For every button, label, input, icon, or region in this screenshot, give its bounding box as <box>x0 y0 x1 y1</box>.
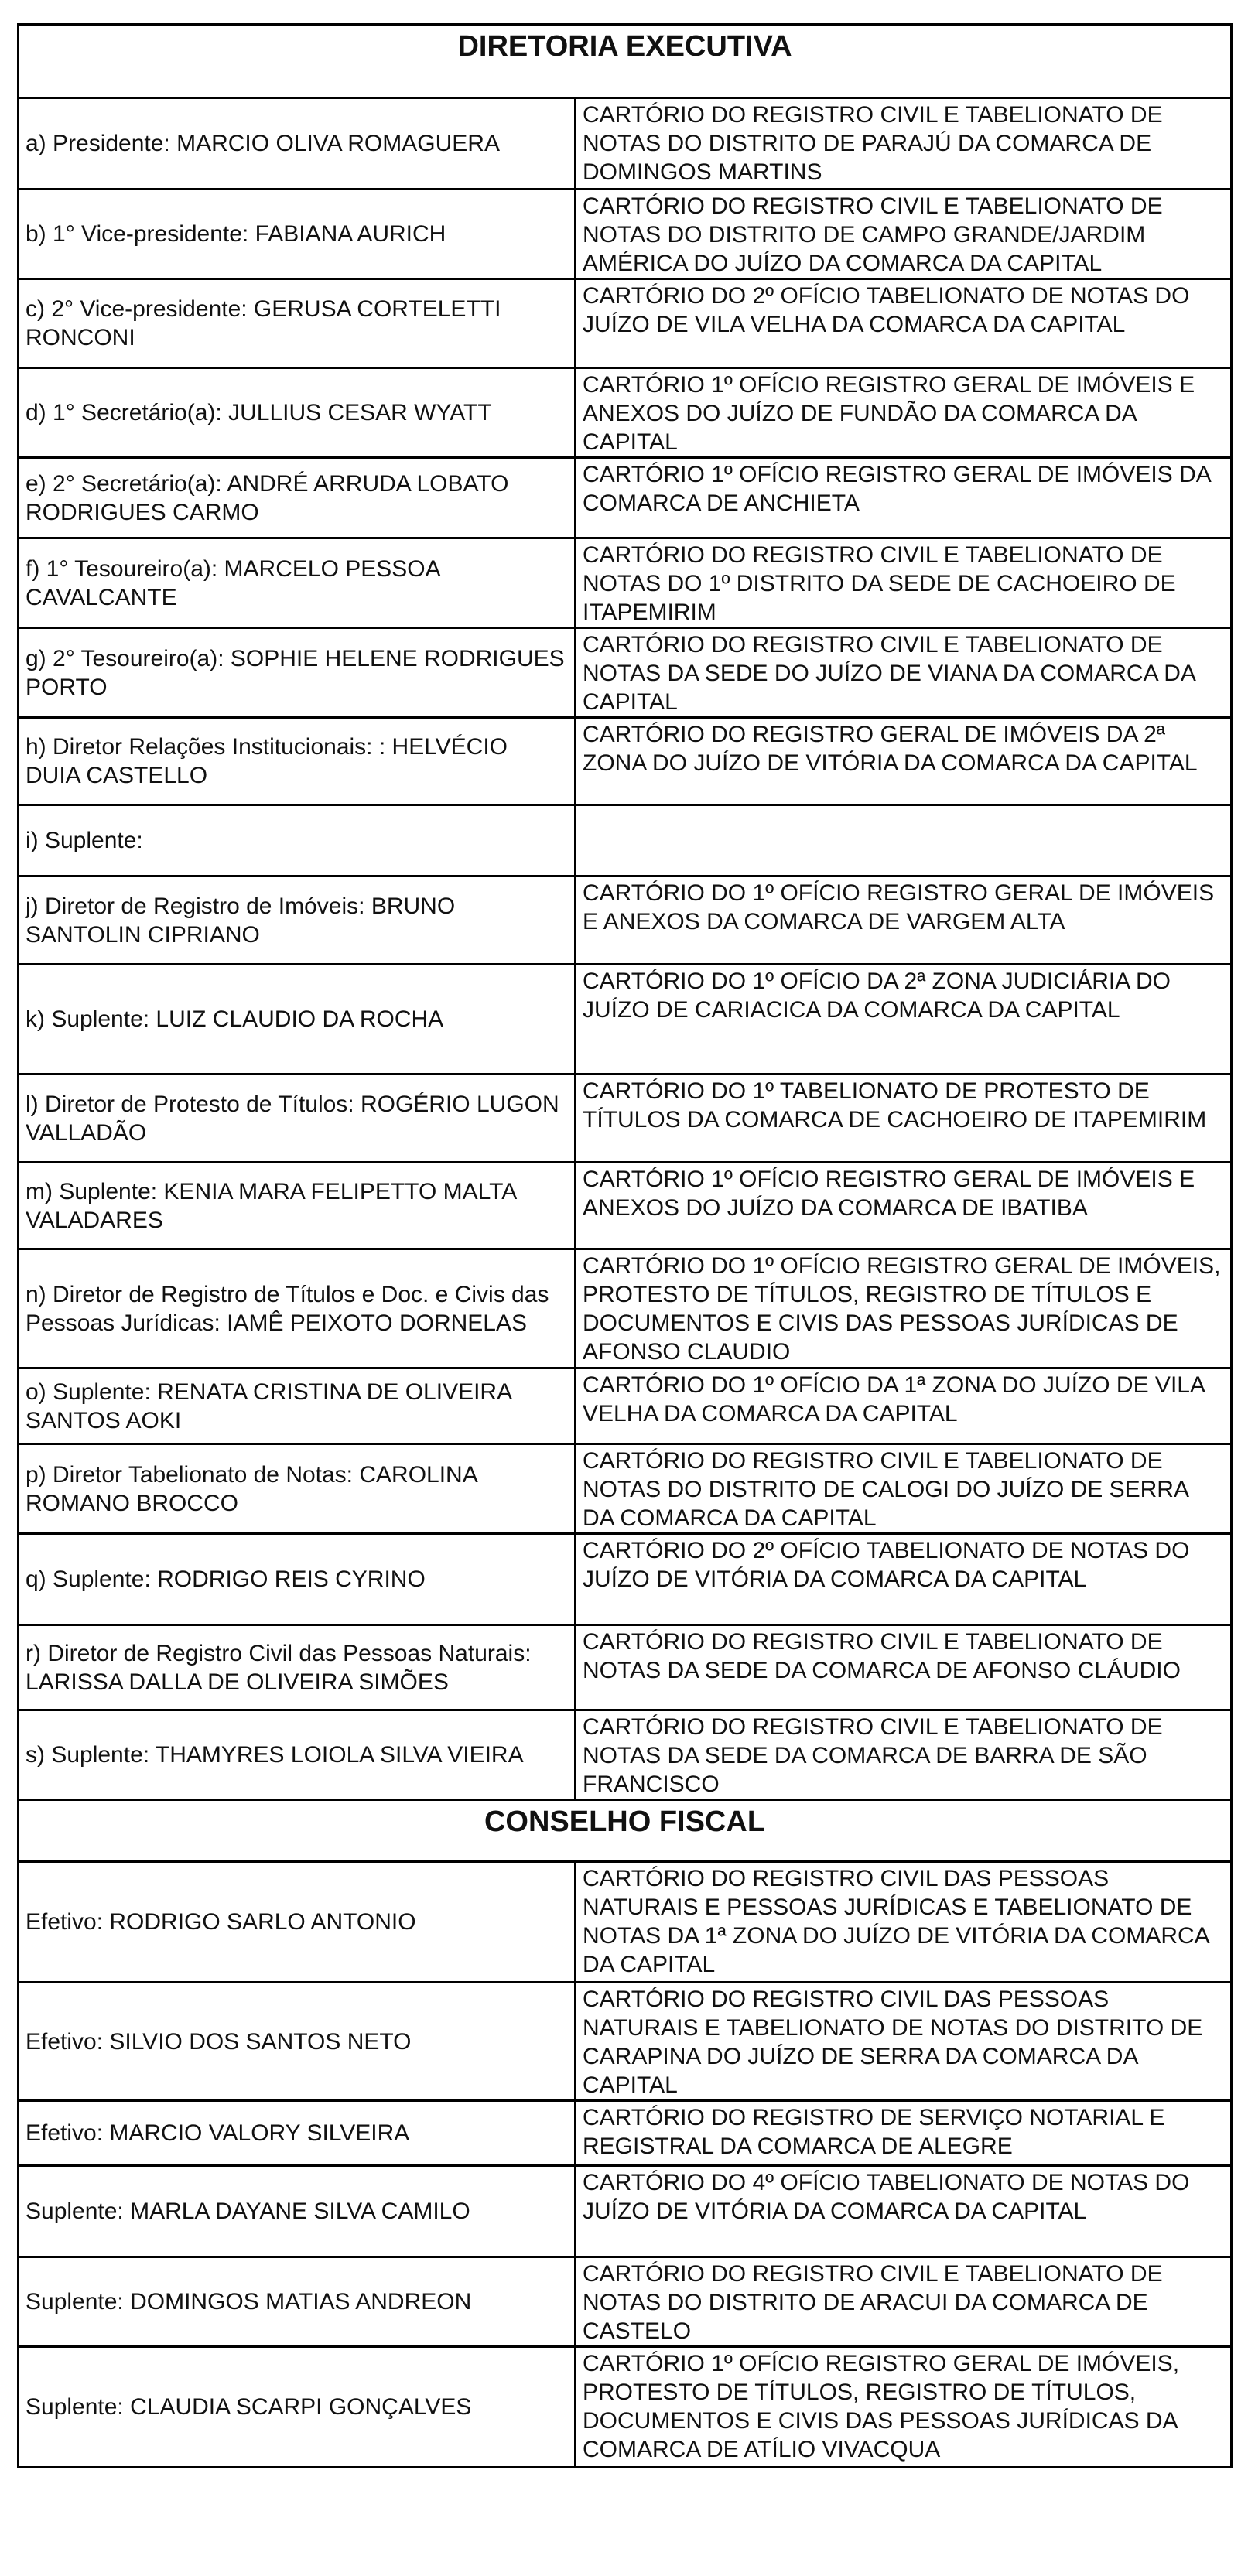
office-cell: CARTÓRIO DO 4º OFÍCIO TABELIONATO DE NOTAS DO JUÍZO DE VITÓRIA DA COMARCA DA CAPITAL <box>576 2166 1232 2257</box>
member-row <box>19 190 1232 279</box>
office-cell: CARTÓRIO DO REGISTRO CIVIL E TABELIONATO DE NOTAS DA SEDE DO JUÍZO DE VIANA DA COMARCA DA CAPITAL <box>576 628 1232 718</box>
member-name-cell: b) 1° Vice-presidente: FABIANA AURICH <box>19 190 576 279</box>
member-name-cell: p) Diretor Tabelionato de Notas: CAROLINA ROMANO BROCCO <box>19 1444 576 1534</box>
office-cell: CARTÓRIO DO REGISTRO DE SERVIÇO NOTARIAL E REGISTRAL DA COMARCA DE ALEGRE <box>576 2101 1232 2166</box>
office-cell: CARTÓRIO DO REGISTRO CIVIL E TABELIONATO DE NOTAS DO DISTRITO DE PARAJÚ DA COMARCA DE DOMINGOS MARTINS <box>576 98 1232 190</box>
office-cell: CARTÓRIO DO 1º OFÍCIO REGISTRO GERAL DE IMÓVEIS E ANEXOS DA COMARCA DE VARGEM ALTA <box>576 876 1232 965</box>
member-name-cell: o) Suplente: RENATA CRISTINA DE OLIVEIRA SANTOS AOKI <box>19 1368 576 1444</box>
office-cell: CARTÓRIO DO REGISTRO CIVIL E TABELIONATO DE NOTAS DO DISTRITO DE ARACUI DA COMARCA DE CASTELO <box>576 2257 1232 2347</box>
member-name-cell: n) Diretor de Registro de Títulos e Doc. e Civis das Pessoas Jurídicas: IAMÊ PEIXOTO DORNELAS <box>19 1249 576 1368</box>
member-row <box>19 458 1232 538</box>
member-row <box>19 538 1232 628</box>
member-row <box>19 2101 1232 2166</box>
office-cell: CARTÓRIO 1º OFÍCIO REGISTRO GERAL DE IMÓVEIS E ANEXOS DO JUÍZO DA COMARCA DE IBATIBA <box>576 1163 1232 1249</box>
member-name-cell: Suplente: CLAUDIA SCARPI GONÇALVES <box>19 2347 576 2468</box>
office-cell: CARTÓRIO 1º OFÍCIO REGISTRO GERAL DE IMÓVEIS, PROTESTO DE TÍTULOS, REGISTRO DE TÍTULOS, DOCUMENTOS E CIVIS DAS PESSOAS JURÍDICAS DA COMARCA DE ATÍLIO VIVACQUA <box>576 2347 1232 2468</box>
member-row <box>19 2257 1232 2347</box>
member-name-cell: m) Suplente: KENIA MARA FELIPETTO MALTA VALADARES <box>19 1163 576 1249</box>
board-table-body <box>19 25 1232 2468</box>
member-name-cell: g) 2° Tesoureiro(a): SOPHIE HELENE RODRIGUES PORTO <box>19 628 576 718</box>
member-row <box>19 1074 1232 1163</box>
member-row <box>19 279 1232 368</box>
member-name-cell: c) 2° Vice-presidente: GERUSA CORTELETTI RONCONI <box>19 279 576 368</box>
office-cell: CARTÓRIO DO REGISTRO CIVIL E TABELIONATO DE NOTAS DO DISTRITO DE CALOGI DO JUÍZO DE SERRA DA COMARCA DA CAPITAL <box>576 1444 1232 1534</box>
section-header-row <box>19 1800 1232 1862</box>
office-cell: CARTÓRIO DO REGISTRO CIVIL DAS PESSOAS NATURAIS E PESSOAS JURÍDICAS E TABELIONATO DE NOTAS DA 1ª ZONA DO JUÍZO DE VITÓRIA DA COMARCA DA CAPITAL <box>576 1862 1232 1983</box>
member-name-cell: j) Diretor de Registro de Imóveis: BRUNO SANTOLIN CIPRIANO <box>19 876 576 965</box>
member-name-cell: i) Suplente: <box>19 805 576 876</box>
office-cell: CARTÓRIO DO REGISTRO GERAL DE IMÓVEIS DA 2ª ZONA DO JUÍZO DE VITÓRIA DA COMARCA DA CAPITAL <box>576 718 1232 805</box>
member-name-cell: k) Suplente: LUIZ CLAUDIO DA ROCHA <box>19 965 576 1074</box>
member-name-cell: r) Diretor de Registro Civil das Pessoas Naturais: LARISSA DALLA DE OLIVEIRA SIMÕES <box>19 1625 576 1710</box>
board-table <box>17 23 1233 2468</box>
member-name-cell: Efetivo: SILVIO DOS SANTOS NETO <box>19 1983 576 2101</box>
member-row <box>19 965 1232 1074</box>
office-cell: CARTÓRIO DO REGISTRO CIVIL E TABELIONATO DE NOTAS DO DISTRITO DE CAMPO GRANDE/JARDIM AMÉRICA DO JUÍZO DA COMARCA DA CAPITAL <box>576 190 1232 279</box>
member-name-cell: Efetivo: MARCIO VALORY SILVEIRA <box>19 2101 576 2166</box>
member-name-cell: a) Presidente: MARCIO OLIVA ROMAGUERA <box>19 98 576 190</box>
office-cell: CARTÓRIO 1º OFÍCIO REGISTRO GERAL DE IMÓVEIS E ANEXOS DO JUÍZO DE FUNDÃO DA COMARCA DA CAPITAL <box>576 368 1232 458</box>
member-name-cell: Suplente: DOMINGOS MATIAS ANDREON <box>19 2257 576 2347</box>
member-name-cell: Efetivo: RODRIGO SARLO ANTONIO <box>19 1862 576 1983</box>
member-row <box>19 1710 1232 1800</box>
member-row <box>19 1625 1232 1710</box>
member-row <box>19 1534 1232 1625</box>
office-cell: CARTÓRIO DO 1º OFÍCIO DA 2ª ZONA JUDICIÁRIA DO JUÍZO DE CARIACICA DA COMARCA DA CAPITAL <box>576 965 1232 1074</box>
office-cell: CARTÓRIO DO REGISTRO CIVIL DAS PESSOAS NATURAIS E TABELIONATO DE NOTAS DO DISTRITO DE CARAPINA DO JUÍZO DE SERRA DA COMARCA DA CAPITAL <box>576 1983 1232 2101</box>
section-header-row <box>19 25 1232 98</box>
office-cell: CARTÓRIO DO 1º OFÍCIO DA 1ª ZONA DO JUÍZO DE VILA VELHA DA COMARCA DA CAPITAL <box>576 1368 1232 1444</box>
member-name-cell: d) 1° Secretário(a): JULLIUS CESAR WYATT <box>19 368 576 458</box>
office-cell: CARTÓRIO DO 1º OFÍCIO REGISTRO GERAL DE IMÓVEIS, PROTESTO DE TÍTULOS, REGISTRO DE TÍTULOS E DOCUMENTOS E CIVIS DAS PESSOAS JURÍDICAS DE AFONSO CLAUDIO <box>576 1249 1232 1368</box>
section-title: DIRETORIA EXECUTIVA <box>19 25 1232 98</box>
member-name-cell: s) Suplente: THAMYRES LOIOLA SILVA VIEIRA <box>19 1710 576 1800</box>
office-cell: CARTÓRIO DO 2º OFÍCIO TABELIONATO DE NOTAS DO JUÍZO DE VILA VELHA DA COMARCA DA CAPITAL <box>576 279 1232 368</box>
member-row <box>19 98 1232 190</box>
member-row <box>19 1163 1232 1249</box>
member-row <box>19 2347 1232 2468</box>
office-cell: CARTÓRIO DO 2º OFÍCIO TABELIONATO DE NOTAS DO JUÍZO DE VITÓRIA DA COMARCA DA CAPITAL <box>576 1534 1232 1625</box>
member-row <box>19 718 1232 805</box>
board-document <box>17 23 1230 2468</box>
office-cell: CARTÓRIO DO REGISTRO CIVIL E TABELIONATO DE NOTAS DA SEDE DA COMARCA DE AFONSO CLÁUDIO <box>576 1625 1232 1710</box>
member-row <box>19 1368 1232 1444</box>
member-row <box>19 2166 1232 2257</box>
member-name-cell: l) Diretor de Protesto de Títulos: ROGÉRIO LUGON VALLADÃO <box>19 1074 576 1163</box>
member-name-cell: q) Suplente: RODRIGO REIS CYRINO <box>19 1534 576 1625</box>
member-row <box>19 1444 1232 1534</box>
office-cell: CARTÓRIO 1º OFÍCIO REGISTRO GERAL DE IMÓVEIS DA COMARCA DE ANCHIETA <box>576 458 1232 538</box>
office-cell <box>576 805 1232 876</box>
member-row <box>19 805 1232 876</box>
office-cell: CARTÓRIO DO REGISTRO CIVIL E TABELIONATO DE NOTAS DO 1º DISTRITO DA SEDE DE CACHOEIRO DE ITAPEMIRIM <box>576 538 1232 628</box>
member-row <box>19 1249 1232 1368</box>
member-row <box>19 1862 1232 1983</box>
member-row <box>19 876 1232 965</box>
member-row <box>19 368 1232 458</box>
member-name-cell: h) Diretor Relações Institucionais: : HELVÉCIO DUIA CASTELLO <box>19 718 576 805</box>
member-row <box>19 1983 1232 2101</box>
section-title: CONSELHO FISCAL <box>19 1800 1232 1862</box>
member-name-cell: e) 2° Secretário(a): ANDRÉ ARRUDA LOBATO RODRIGUES CARMO <box>19 458 576 538</box>
office-cell: CARTÓRIO DO REGISTRO CIVIL E TABELIONATO DE NOTAS DA SEDE DA COMARCA DE BARRA DE SÃO FRANCISCO <box>576 1710 1232 1800</box>
member-name-cell: f) 1° Tesoureiro(a): MARCELO PESSOA CAVALCANTE <box>19 538 576 628</box>
member-row <box>19 628 1232 718</box>
office-cell: CARTÓRIO DO 1º TABELIONATO DE PROTESTO DE TÍTULOS DA COMARCA DE CACHOEIRO DE ITAPEMIRIM <box>576 1074 1232 1163</box>
member-name-cell: Suplente: MARLA DAYANE SILVA CAMILO <box>19 2166 576 2257</box>
